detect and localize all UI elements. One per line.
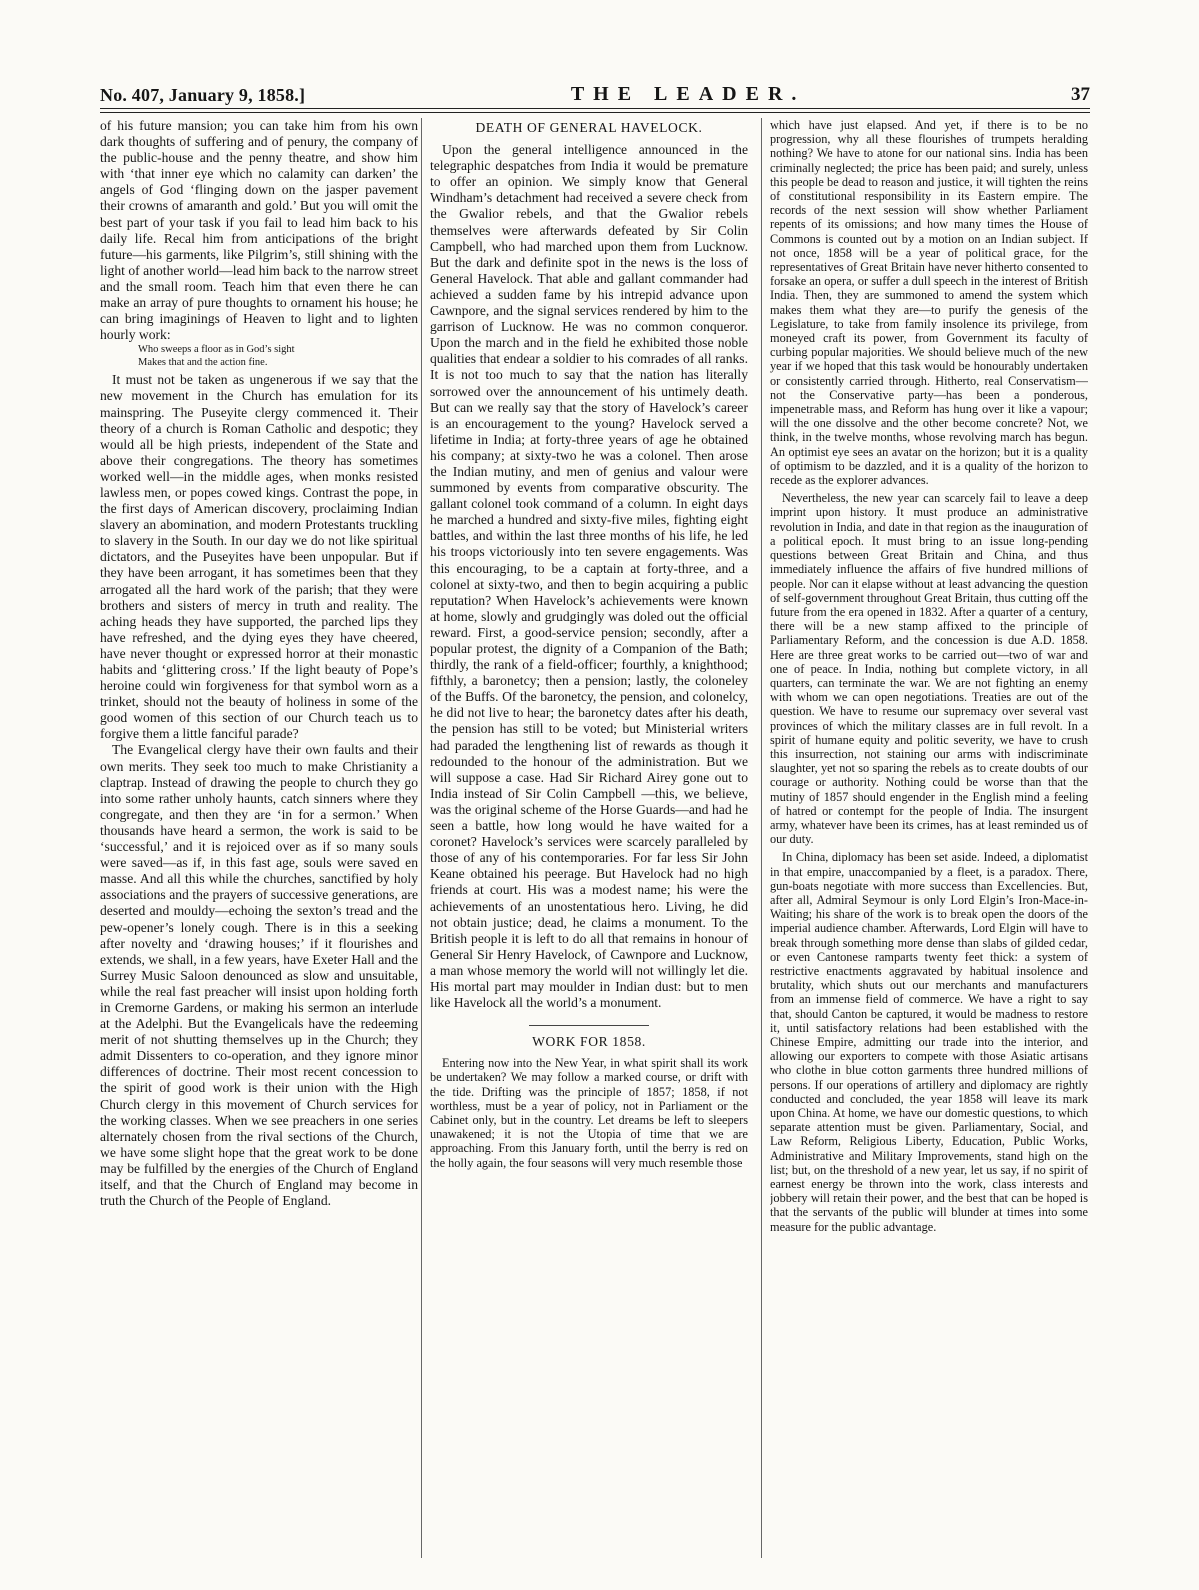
column-1 bbox=[100, 118, 418, 1548]
col3-paragraph-3: In China, diplomacy has been set aside. Indeed, a diplomatist in that empire, unaccompanied by a fleet, is a paradox. There, gun-boats negotiate with more success than Excellencies. But, after all, Admiral Seymour is only Lord Elgin’s Iron-Mace-in-Waiting; his share of the work is to break open the doors of the imperial audience chamber. Afterwards, Lord Elgin will have to break through something more dense than slabs of gilded cedar, or even Cantonese ramparts twenty feet thick: a system of restrictive enactments aggravated by habitual insolence and brutality, which shuts out our merchants and manufacturers from an immense field of commerce. We have a right to say that, should Canton be captured, it would be madness to restore it, until satisfactory relations had been established with the Chinese Empire, admitting our trade into the interior, and allowing our exporters to compete with those Asiatic artisans who clothe in blue cotton garments three hundred millions of persons. If our operations of artillery and diplomacy are rightly conducted and concluded, the year 1858 will leave its mark upon China. At home, we have our domestic questions, to which separate attention must be given. Parliamentary, Social, and Law Reform, Religious Liberty, Education, Public Works, Administrative and Military Improvements, stand high on the list; but, on the threshold of a new year, let us say, if no spirit of earnest energy be thrown into the work, class interests and jobbery will retain their power, and the best that can be hoped is that the servants of the public will blunder at times into some measure for the public advantage. bbox=[770, 850, 1088, 1234]
col2-paragraph-2: Entering now into the New Year, in what spirit shall its work be undertaken? We may follow a marked course, or drift with the tide. Drifting was the principle of 1857; 1858, if not worthless, must be a year of policy, not in Parliament or the Cabinet only, but in the country. Let dreams be left to sleepers unawakened; it is not the Utopia of time that we are approaching. From this January forth, until the berry is red on the holly again, the four seasons will very much resemble those bbox=[430, 1056, 748, 1170]
verse-quote bbox=[138, 344, 418, 369]
col2-paragraph-1: Upon the general intelligence announced in the telegraphic despatches from India it would be premature to offer an opinion. We simply know that General Windham’s detachment had received a severe check from the Gwalior rebels, and that the Gwalior rebels themselves were afterwards defeated by Sir Colin Campbell, who had marched upon them from Lucknow. But the dark and definite spot in the news is the loss of General Havelock. That able and gallant commander had achieved a sudden fame by his intrepid advance upon Cawnpore, and the signal services rendered by him to the garrison of Lucknow. He was no common conqueror. Upon the march and in the field he exhibited those noble qualities that endear a soldier to his comrades of all ranks. It is not too much to say that the nation has literally sorrowed over the announcement of his untimely death. But can we really say that the story of Havelock’s career is an encouragement to the young? Havelock served a lifetime in India; at forty-three years of age he obtained his company; at sixty-two he was a colonel. Then arose the Indian mutiny, and men of genius and valour were summoned by events from comparative obscurity. The gallant colonel took command of a column. In eight days he marched a hundred and sixty-five miles, fighting eight battles, and within the last three months of his life, he led his troops victoriously into ten severe engagements. Was this encouraging, to be a captain at forty-three, and a colonel at sixty-two, and then to begin acquiring a public reputation? When Havelock’s achievements were known at home, slowly and grudgingly was doled out the official reward. First, a good-service pension; secondly, after a popular protest, the dignity of a Companion of the Bath; thirdly, the rank of a field-officer; fourthly, a knighthood; fifthly, a baronetcy; then a pension; lastly, the coloneley of the Buffs. Of the baronetcy, the pension, and colonelcy, he did not live to hear; the baronetcy dates after his death, the pension has still to be voted; but Ministerial writers had paraded the lengthening list of rewards as though it redounded to the honour of the administration. But we will suppose a case. Had Sir Richard Airey gone out to India instead of Sir Colin Campbell —this, we believe, was the original scheme of the Horse Guards—and had he seen a battle, how long would he have waited for a coronet? Havelock’s services were scarcely paralleled by those of any of his contemporaries. For far less Sir John Keane obtained his peerage. But Havelock had no high friends at court. His was a modest name; his were the achievements of an unostentatious hero. Living, he did not obtain justice; dead, he claims a monument. To the British people it is left to do all that remains in honour of General Sir Henry Havelock, of Cawnpore and Lucknow, a man whose memory the world will not willingly let die. His mortal part may moulder in Indian dust: but to men like Havelock all the world’s a monument. bbox=[430, 142, 748, 1011]
masthead-rule-bottom bbox=[100, 112, 1090, 113]
col3-paragraph-2: Nevertheless, the new year can scarcely fail to leave a deep imprint upon history. It must produce an administrative revolution in India, and date in that region as the inauguration of a political epoch. It must bring to an issue long-pending questions between Great Britain and China, and thus immediately influence the affairs of five hundred millions of people. Nor can it elapse without at least advancing the question of self-government throughout Great Britain, thus cutting off the future from the era opened in 1832. After a quarter of a century, there will be a new stamp affixed to the principle of Parliamentary Reform, and the concession is due A.D. 1858. Here are three great works to be carried out—two of war and one of peace. In India, nothing but complete victory, in all quarters, can terminate the war. We are not fighting an enemy with whom we can open negotiations. Treaties are out of the question. We have to resume our supremacy over several vast provinces of which the military classes are in full revolt. In a spirit of humane equity and politic severity, we have to crush this insurrection, not staining our arms with indiscriminate slaughter, yet not so sparing the rebels as to create doubts of our courage or authority. Nothing could be worse than that the mutiny of 1857 should engender in the English mind a feeling of hatred or contempt for the people of India. The insurgent army, whatever have been its crimes, has at least reminded us of our duty. bbox=[770, 491, 1088, 847]
article-separator bbox=[529, 1025, 649, 1026]
col1-paragraph-3: The Evangelical clergy have their own faults and their own merits. They seek too much to make Christianity a claptrap. Instead of drawing the people to church they go into some rather unholy haunts, catch sinners where they congregate, and then they are ‘in for a sermon.’ When thousands have heard a sermon, the work is said to be ‘successful,’ and it is rejoiced over as if so many souls were saved—as if, in this fast age, souls were saved en masse. And all this while the churches, sanctified by holy associations and the prayers of successive generations, are deserted and mouldy—echoing the sexton’s tread and the pew-opener’s lonely cough. There is in this a seeking after novelty and ‘drawing houses;’ if it flourishes and extends, we shall, in a few years, have Exeter Hall and the Surrey Music Saloon denounced as slow and unsuitable, while the real fast preacher will insist upon holding forth in Cremorne Gardens, or making his sermon an interlude at the Adelphi. But the Evangelicals have the redeeming merit of not shutting themselves up in the Church; they admit Dissenters to co-operation, and they ignore minor differences of doctrine. Their most recent concession to the spirit of good work is their union with the High Church clergy in this movement of Church services for the working classes. When we see preachers in one series alternately chosen from the rival sections of the Church, we have some slight hope that the great work to be done may be fulfilled by the energies of the Church of England itself, and that the Church of England may become in truth the Church of the People of England. bbox=[100, 742, 418, 1209]
column-divider-1 bbox=[421, 118, 422, 1558]
col1-paragraph-2: It must not be taken as ungenerous if we say that the new movement in the Church has emulation for its mainspring. The Puseyite clergy commenced it. Their theory of a church is Roman Catholic and despotic; they would all be high priests, independent of the State and above their congregations. The theory has sometimes worked well—in the middle ages, when monks resisted lawless men, or popes cowed kings. Contrast the pope, in the first days of American discovery, proclaiming Indian slavery an abomination, and modern Protestants truckling to slavery in the South. In our day we do not like spiritual dictators, and the Puseyites have been unpopular. But if they have been arrogant, it has sometimes been that they arrogated all the hard work of the parish; that they were brothers and sisters of mercy in truth and reality. The aching heads they have supported, the parched lips they have refreshed, and the dying eyes they have cheered, have never thought or expressed horror at their monastic habits and ‘glittering cross.’ If the light beauty of Pope’s heroine could win forgiveness for that symbol worn as a trinket, should not the beauty of holiness in some of the good women of this section of our Church teach us to forgive them a little fanciful parade? bbox=[100, 372, 418, 742]
article-heading-work-1858: WORK FOR 1858. bbox=[532, 1034, 646, 1050]
column-3 bbox=[770, 118, 1088, 1548]
verse-line-1: Who sweeps a floor as in God’s sight bbox=[138, 344, 295, 356]
article-heading-havelock: DEATH OF GENERAL HAVELOCK. bbox=[475, 120, 703, 135]
page-number: 37 bbox=[1071, 84, 1090, 105]
col3-paragraph-1: which have just elapsed. And yet, if there is to be no progression, why all these flourishes of trumpets heralding nothing? We have to atone for our national sins. India has been criminally neglected; the price has been paid; and surely, unless this people be dead to reason and justice, it will tighten the reins of constitutional responsibility in its Eastern empire. The records of the next session will show whether Parliament repents of its omissions; and how many times the House of Commons is counted out by a motion on an Indian subject. If not once, 1858 will be a year of political grace, for the representatives of Great Britain have never hitherto consented to forsake an opera, or suffer a dull speech in the interest of British India. Then, they are summoned to amend the system which makes them what they are—to purify the genesis of the Legislature, to take from family insolence its privilege, from moneyed craft its power, from Government its faculty of curbing popular majorities. We should believe much of the new year if we hoped that this task would be honourably undertaken or consistently carried through. Hitherto, real Conservatism—not the Conservative party—has been a ponderous, impenetrable mass, and Reform has hung over it like a vapour; will the one dissolve and the other become concrete? Not, we think, in the twelve months, whose revolving march has begun. An optimist eye sees an avatar on the horizon; but it is a quality of optimism to be dazzled, and it is a quality of the horizon to recede as the explorer advances. bbox=[770, 118, 1088, 488]
masthead-rule-top bbox=[100, 108, 1090, 109]
newspaper-title: THE LEADER. bbox=[570, 83, 806, 105]
masthead bbox=[100, 78, 1090, 106]
column-divider-2 bbox=[761, 118, 762, 1558]
verse-line-2: Makes that and the action fine. bbox=[138, 356, 268, 368]
issue-line: No. 407, January 9, 1858.] bbox=[100, 85, 306, 105]
column-2 bbox=[430, 118, 748, 1548]
col1-paragraph-1: of his future mansion; you can take him from his own dark thoughts of suffering and of penury, the company of the public-house and the penny theatre, and show him with ‘that inner eye which no calamity can darken’ the angels of God ‘flinging down on the jasper pavement their crowns of amaranth and gold.’ But you will omit the best part of your task if you fail to lead him back to his daily life. Recal him from anticipations of the bright future—his garments, like Pilgrim’s, still shining with the light of another world—lead him back to the narrow street and the small room. Teach him that even there he can make an array of pure thoughts to ornament his house; he can bring imaginings of Heaven to light and to lighten hourly work: bbox=[100, 118, 418, 343]
